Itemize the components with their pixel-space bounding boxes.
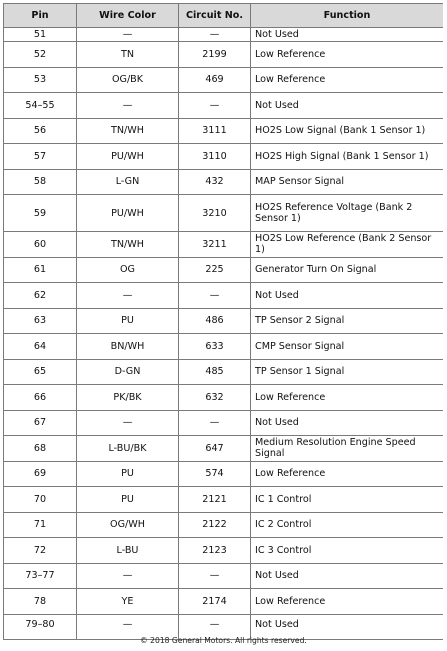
table-header-row [4, 4, 444, 28]
wire-color-cell: TN/WH [77, 232, 179, 258]
table-row [4, 144, 444, 170]
circuit-no-cell: — [179, 28, 251, 42]
table-row [4, 487, 444, 513]
function-cell: Not Used [251, 563, 444, 589]
table-row [4, 67, 444, 93]
function-cell: IC 3 Control [251, 538, 444, 564]
pin-cell: 65 [4, 359, 77, 385]
table-row [4, 334, 444, 360]
pin-cell: 62 [4, 283, 77, 309]
wire-color-cell: PK/BK [77, 385, 179, 411]
circuit-no-cell: 574 [179, 461, 251, 487]
function-cell: HO2S High Signal (Bank 1 Sensor 1) [251, 144, 444, 170]
wire-color-cell: TN [77, 42, 179, 68]
pin-cell: 61 [4, 257, 77, 283]
wire-color-cell: L-GN [77, 169, 179, 195]
pin-cell: 60 [4, 232, 77, 258]
pin-cell: 71 [4, 512, 77, 538]
function-cell: Not Used [251, 283, 444, 309]
pin-cell: 57 [4, 144, 77, 170]
wire-color-cell: — [77, 410, 179, 436]
pin-cell: 69 [4, 461, 77, 487]
table-row [4, 28, 444, 42]
header-wire-color: Wire Color [77, 4, 179, 28]
function-cell: TP Sensor 2 Signal [251, 308, 444, 334]
function-cell: Low Reference [251, 42, 444, 68]
wire-color-cell: PU [77, 308, 179, 334]
circuit-no-cell: 2121 [179, 487, 251, 513]
table-row [4, 283, 444, 309]
pin-cell: 64 [4, 334, 77, 360]
table-row [4, 359, 444, 385]
header-pin: Pin [4, 4, 77, 28]
pin-cell: 73–77 [4, 563, 77, 589]
connector-table-container [3, 3, 443, 644]
table-row [4, 93, 444, 119]
table-row [4, 195, 444, 232]
circuit-no-cell: — [179, 410, 251, 436]
wire-color-cell: OG/BK [77, 67, 179, 93]
wire-color-cell: — [77, 28, 179, 42]
table-row [4, 42, 444, 68]
function-cell: HO2S Reference Voltage (Bank 2 Sensor 1) [251, 195, 444, 232]
table-row [4, 461, 444, 487]
pin-cell: 68 [4, 436, 77, 462]
function-cell: CMP Sensor Signal [251, 334, 444, 360]
circuit-no-cell: 3110 [179, 144, 251, 170]
pin-cell: 70 [4, 487, 77, 513]
pin-cell: 52 [4, 42, 77, 68]
function-cell: HO2S Low Signal (Bank 1 Sensor 1) [251, 118, 444, 144]
circuit-no-cell: 2174 [179, 589, 251, 615]
header-circuit-no: Circuit No. [179, 4, 251, 28]
pin-cell: 58 [4, 169, 77, 195]
pin-cell: 66 [4, 385, 77, 411]
function-cell: MAP Sensor Signal [251, 169, 444, 195]
pin-cell: 72 [4, 538, 77, 564]
function-cell: IC 1 Control [251, 487, 444, 513]
pin-cell: 53 [4, 67, 77, 93]
table-row [4, 436, 444, 462]
function-cell: Low Reference [251, 67, 444, 93]
function-cell: Medium Resolution Engine Speed Signal [251, 436, 444, 462]
table-body [4, 28, 444, 640]
circuit-no-cell: 3211 [179, 232, 251, 258]
table-row [4, 563, 444, 589]
connector-pinout-table [3, 3, 443, 640]
pin-cell: 51 [4, 28, 77, 42]
function-cell: TP Sensor 1 Signal [251, 359, 444, 385]
wire-color-cell: OG/WH [77, 512, 179, 538]
wire-color-cell: D-GN [77, 359, 179, 385]
wire-color-cell: PU [77, 487, 179, 513]
function-cell: HO2S Low Reference (Bank 2 Sensor 1) [251, 232, 444, 258]
wire-color-cell: L-BU/BK [77, 436, 179, 462]
function-cell: Low Reference [251, 461, 444, 487]
circuit-no-cell: 2123 [179, 538, 251, 564]
table-row [4, 589, 444, 615]
function-cell: Low Reference [251, 589, 444, 615]
table-row [4, 308, 444, 334]
pin-cell: 78 [4, 589, 77, 615]
circuit-no-cell: — [179, 93, 251, 119]
circuit-no-cell: 647 [179, 436, 251, 462]
circuit-no-cell: 632 [179, 385, 251, 411]
wire-color-cell: YE [77, 589, 179, 615]
table-row [4, 118, 444, 144]
circuit-no-cell: 469 [179, 67, 251, 93]
copyright-footer: © 2018 General Motors. All rights reserved. [140, 636, 307, 645]
pin-cell: 56 [4, 118, 77, 144]
pin-cell: 67 [4, 410, 77, 436]
pin-cell: 54–55 [4, 93, 77, 119]
table-row [4, 410, 444, 436]
wire-color-cell: PU [77, 461, 179, 487]
pin-cell: 59 [4, 195, 77, 232]
table-row [4, 169, 444, 195]
function-cell: Not Used [251, 614, 444, 639]
pin-cell: 79–80 [4, 614, 77, 639]
wire-color-cell: — [77, 614, 179, 639]
wire-color-cell: TN/WH [77, 118, 179, 144]
function-cell: Not Used [251, 28, 444, 42]
circuit-no-cell: 2199 [179, 42, 251, 68]
header-function: Function [251, 4, 444, 28]
table-row [4, 232, 444, 258]
circuit-no-cell: 485 [179, 359, 251, 385]
function-cell: Not Used [251, 410, 444, 436]
function-cell: IC 2 Control [251, 512, 444, 538]
circuit-no-cell: 2122 [179, 512, 251, 538]
table-row [4, 538, 444, 564]
wire-color-cell: PU/WH [77, 144, 179, 170]
circuit-no-cell: 3210 [179, 195, 251, 232]
circuit-no-cell: — [179, 563, 251, 589]
circuit-no-cell: — [179, 283, 251, 309]
wire-color-cell: — [77, 563, 179, 589]
function-cell: Low Reference [251, 385, 444, 411]
circuit-no-cell: — [179, 614, 251, 639]
wire-color-cell: — [77, 93, 179, 119]
circuit-no-cell: 486 [179, 308, 251, 334]
table-row [4, 257, 444, 283]
wire-color-cell: L-BU [77, 538, 179, 564]
wire-color-cell: OG [77, 257, 179, 283]
function-cell: Not Used [251, 93, 444, 119]
circuit-no-cell: 432 [179, 169, 251, 195]
pin-cell: 63 [4, 308, 77, 334]
function-cell: Generator Turn On Signal [251, 257, 444, 283]
circuit-no-cell: 3111 [179, 118, 251, 144]
table-row [4, 512, 444, 538]
wire-color-cell: PU/WH [77, 195, 179, 232]
wire-color-cell: — [77, 283, 179, 309]
wire-color-cell: BN/WH [77, 334, 179, 360]
circuit-no-cell: 633 [179, 334, 251, 360]
circuit-no-cell: 225 [179, 257, 251, 283]
table-row [4, 385, 444, 411]
